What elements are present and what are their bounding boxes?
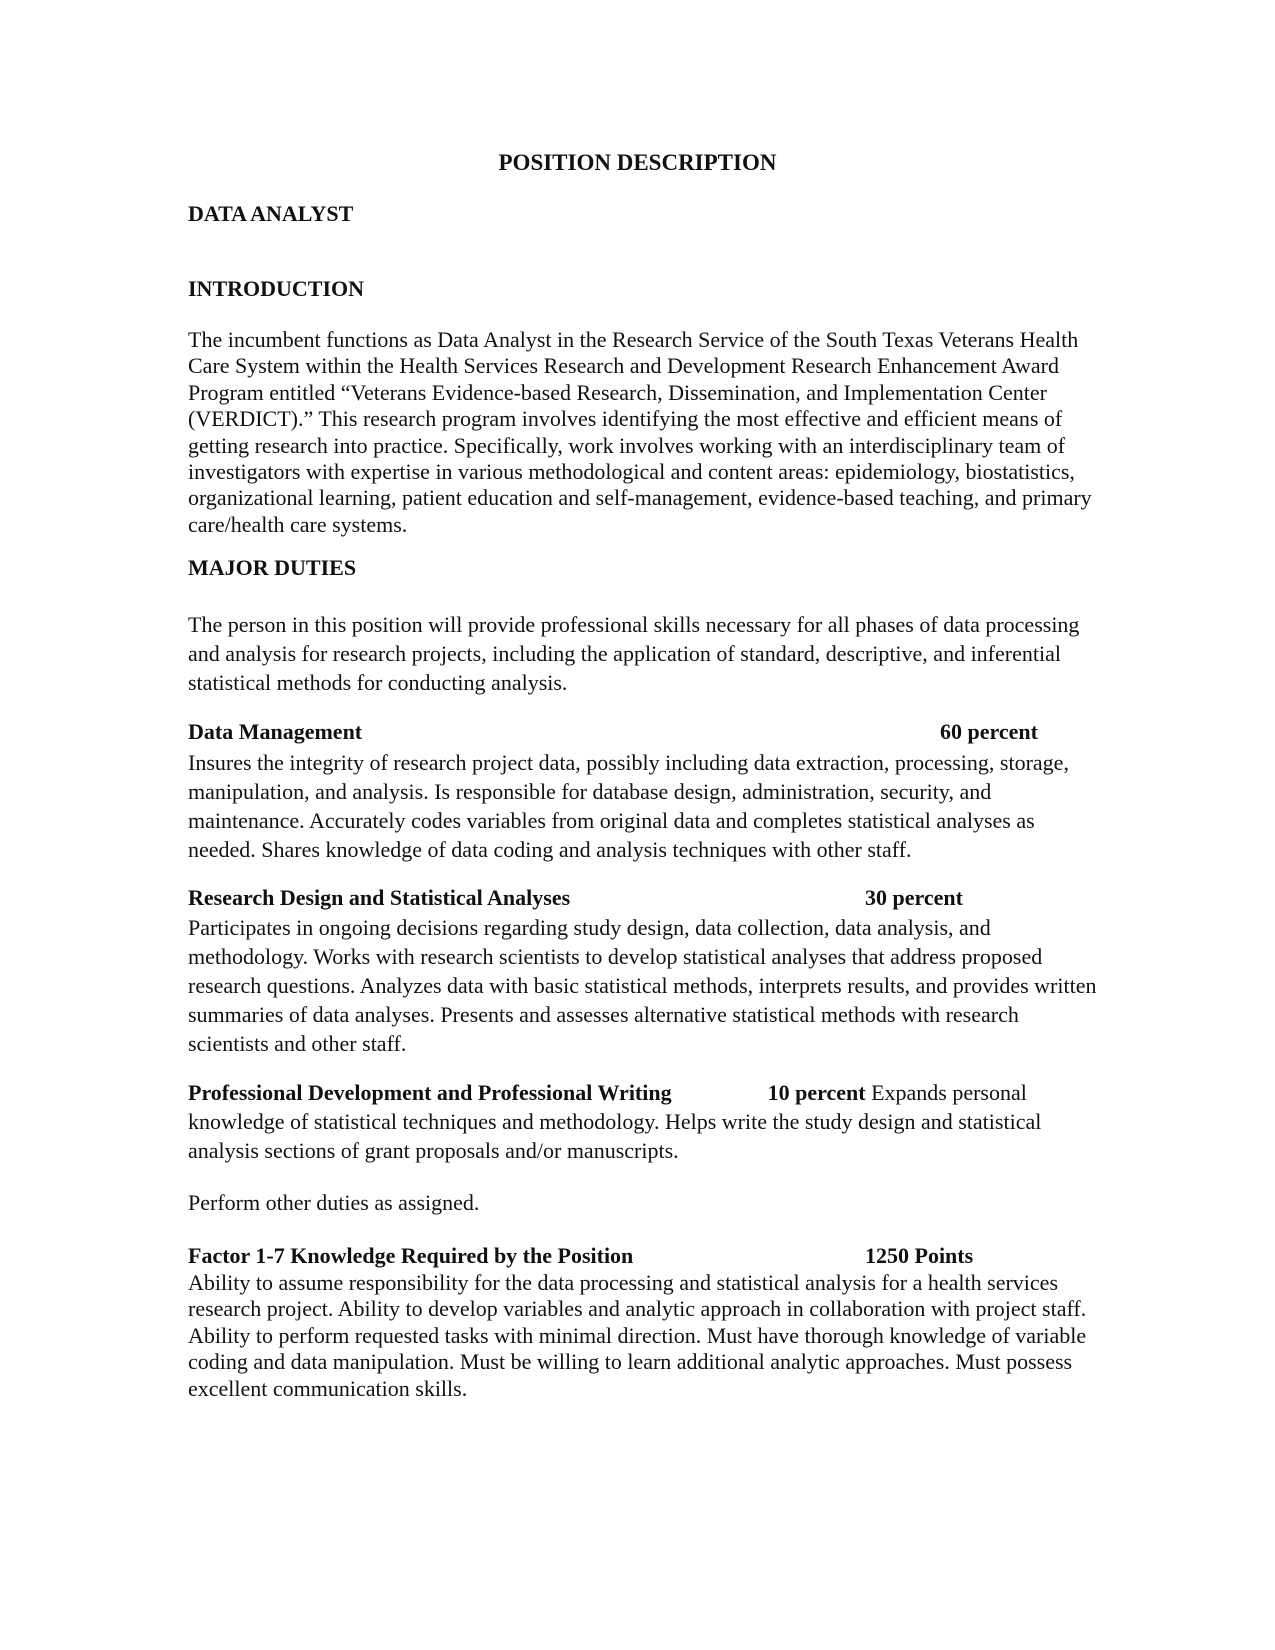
- factor-description: Ability to assume responsibility for the data processing and statistical analysis for a health services research project. Ability to develop variables and analytic approach in collaboration with project staff. Ability to perform requested tasks with minimal direction. Must have thorough knowledge of variable coding and data manipulation. Must be willing to learn additional analytic approaches. Must possess excellent communication skills.: [188, 1270, 1087, 1401]
- factor-heading: [188, 1243, 1098, 1272]
- duty-title: Professional Development and Professional Writing: [188, 1080, 672, 1105]
- duty-title: Research Design and Statistical Analyses: [188, 885, 571, 910]
- major-duties-heading: MAJOR DUTIES: [188, 555, 357, 580]
- duty-description-data-management: Insures the integrity of research project data, possibly including data extraction, processing, storage, manipulation, and analysis. Is responsible for database design, administration, security, and maintenance. Accurately codes variables from original data and completes statistical analyses as needed. Shares knowledge of data coding and analysis techniques with other staff.: [188, 750, 1069, 862]
- duty-professional-development: [188, 1078, 1098, 1165]
- duty-description: Expands personal knowledge of statistical techniques and methodology. Helps write the study design and statistical analysis sections of grant proposals and/or manuscripts.: [188, 1080, 1042, 1163]
- duty-title: Data Management: [188, 719, 363, 744]
- position-title: DATA ANALYST: [188, 201, 354, 226]
- duty-percent: 30 percent: [865, 885, 963, 910]
- duty-heading-data-management: [188, 719, 1098, 748]
- duty-heading-research-design: [188, 885, 1098, 914]
- duty-percent: 10 percent: [767, 1080, 866, 1105]
- factor-title: Factor 1-7 Knowledge Required by the Position: [188, 1243, 634, 1268]
- other-duties-text: Perform other duties as assigned.: [188, 1190, 480, 1215]
- factor-points: 1250 Points: [865, 1243, 974, 1268]
- document-title: POSITION DESCRIPTION: [498, 150, 777, 175]
- major-duties-paragraph: The person in this position will provide professional skills necessary for all phases of data processing and analysis for research projects, including the application of standard, descriptive, and inferential statistical methods for conducting analysis.: [188, 612, 1080, 695]
- duty-description-research-design: Participates in ongoing decisions regarding study design, data collection, data analysis, and methodology. Works with research scientists to develop statistical analyses that address proposed research questions. Analyzes data with basic statistical methods, interprets results, and provides written summaries of data analyses. Presents and assesses alternative statistical methods with research scientists and other staff.: [188, 915, 1097, 1056]
- duty-percent: 60 percent: [940, 719, 1038, 744]
- introduction-heading: INTRODUCTION: [188, 276, 365, 301]
- introduction-paragraph: The incumbent functions as Data Analyst in the Research Service of the South Texas Veterans Health Care System within the Health Services Research and Development Research Enhancement Award Program entitled “Veterans Evidence-based Research, Dissemination, and Implementation Center (VERDICT).” This research program involves identifying the most effective and efficient means of getting research into practice. Specifically, work involves working with an interdisciplinary team of investigators with expertise in various methodological and content areas: epidemiology, biostatistics, organizational learning, patient education and self-management, evidence-based teaching, and primary care/health care systems.: [188, 327, 1092, 537]
